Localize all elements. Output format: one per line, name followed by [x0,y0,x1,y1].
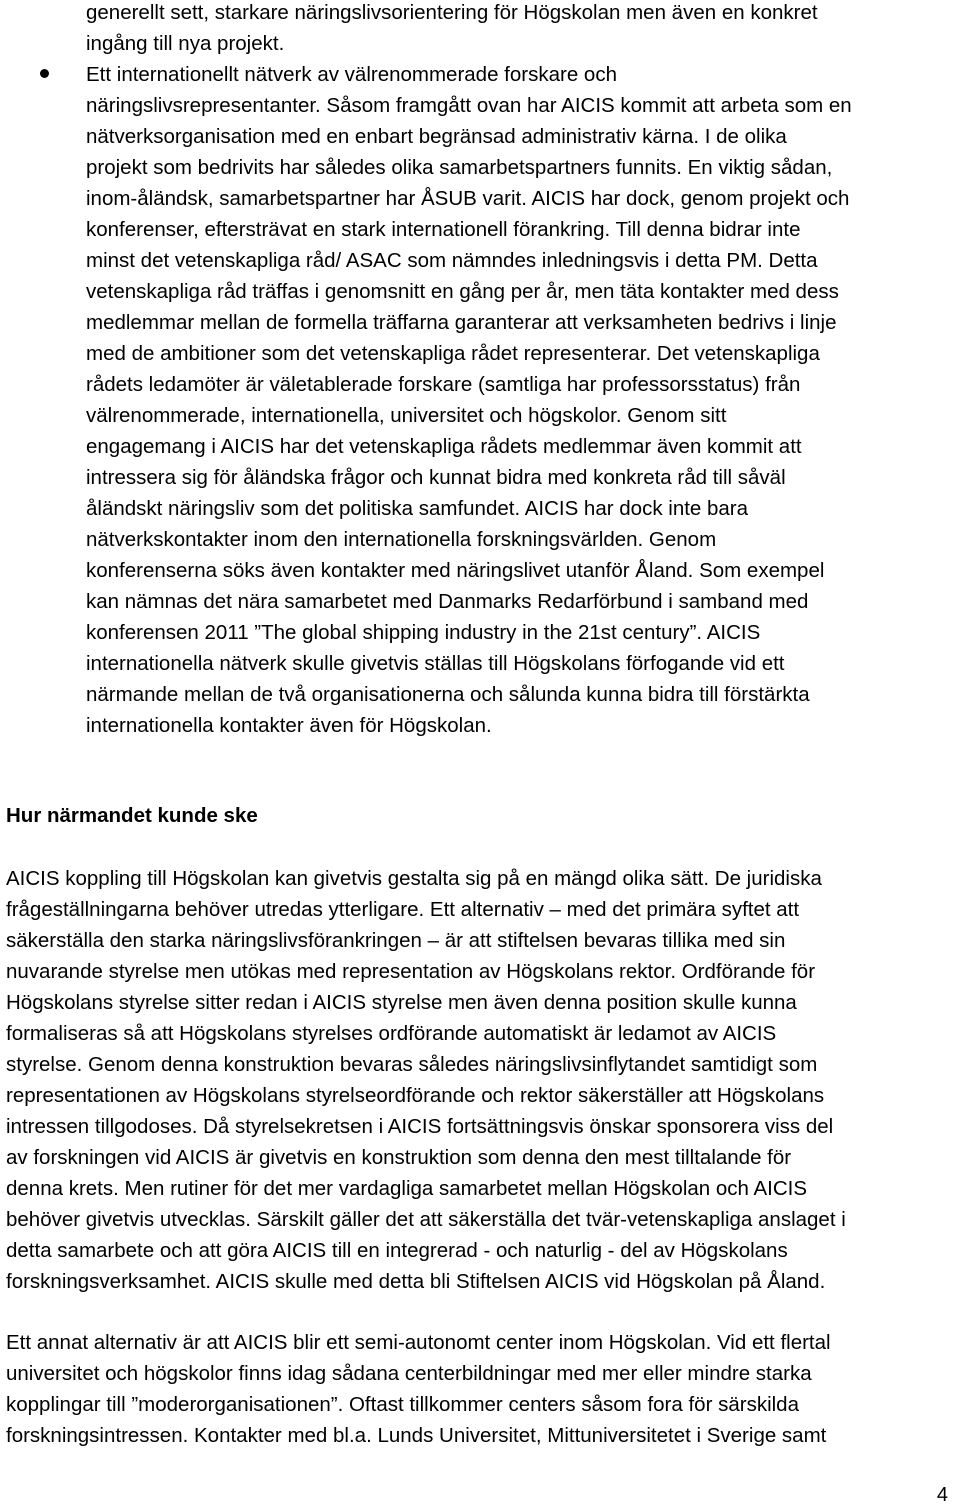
text-line: medlemmar mellan de formella träffarna garanterar att verksamheten bedrivs i linje [86,311,837,334]
text-line: internationella kontakter även för Högskolan. [86,714,492,737]
text-line: denna krets. Men rutiner för det mer vardagliga samarbetet mellan Högskolan och AICIS [6,1177,808,1200]
text-line: representationen av Högskolans styrelseordförande och rektor säkerställer att Högskolans [6,1084,825,1107]
text-line: forskningsintressen. Kontakter med bl.a. Lunds Universitet, Mittuniversitetet i Sverige samt [6,1424,827,1447]
text-line: konferenser, eftersträvat en stark internationell förankring. Till denna bidrar inte [86,218,801,241]
text-line: formaliseras så att Högskolans styrelses ordförande automatiskt är ledamot av AICIS [6,1022,777,1045]
text-line: styrelse. Genom denna konstruktion bevaras således näringslivsinflytandet samtidigt som [6,1053,818,1076]
text-line: näringslivsrepresentanter. Såsom framgått ovan har AICIS kommit att arbeta som en [86,94,852,117]
text-line: internationella nätverk skulle givetvis ställas till Högskolans förfogande vid ett [86,652,785,675]
bullet-item-text [86,59,852,741]
text-line: av forskningen vid AICIS är givetvis en konstruktion som denna den mest tilltalande för [6,1146,792,1169]
text-line: minst det vetenskapliga råd/ ASAC som nämndes inledningsvis i detta PM. Detta [86,249,818,272]
text-line: inom-åländsk, samarbetspartner har ÅSUB varit. AICIS har dock, genom projekt och [86,187,850,210]
text-line: frågeställningarna behöver utredas ytterligare. Ett alternativ – med det primära syftet att [6,898,800,921]
text-line: säkerställa den starka näringslivsförankringen – är att stiftelsen bevaras tillika med sin [6,929,786,952]
text-line: åländskt näringsliv som det politiska samfundet. AICIS har dock inte bara [86,497,749,520]
paragraph-2 [6,1327,831,1451]
text-line: AICIS koppling till Högskolan kan givetvis gestalta sig på en mängd olika sätt. De juridiska [6,867,822,890]
section-heading: Hur närmandet kunde ske [6,804,258,827]
bullet-icon [40,69,49,78]
text-line: behöver givetvis utvecklas. Särskilt gäller det att säkerställa det tvär-vetenskapliga anslaget i [6,1208,846,1231]
text-line: ingång till nya projekt. [86,32,285,55]
text-line: Ett annat alternativ är att AICIS blir ett semi-autonomt center inom Högskolan. Vid ett flertal [6,1331,831,1354]
text-line: Högskolans styrelse sitter redan i AICIS styrelse men även denna position skulle kunna [6,991,797,1014]
text-line: vetenskapliga råd träffas i genomsnitt en gång per år, men täta kontakter med dess [86,280,839,303]
text-line: välrenommerade, internationella, universitet och högskolor. Genom sitt [86,404,727,427]
text-line: konferensen 2011 ”The global shipping industry in the 21st century”. AICIS [86,621,761,644]
text-line: nätverkskontakter inom den internationella forskningsvärlden. Genom [86,528,717,551]
text-line: intressen tillgodoses. Då styrelsekretsen i AICIS fortsättningsvis önskar sponsorera viss del [6,1115,834,1138]
paragraph-1 [6,863,846,1297]
text-line: generellt sett, starkare näringslivsorientering för Högskolan men även en konkret [86,1,818,24]
page-number: 4 [936,1484,948,1506]
text-line: universitet och högskolor finns idag sådana centerbildningar med mer eller mindre starka [6,1362,812,1385]
text-line: nätverksorganisation med en enbart begränsad administrativ kärna. I de olika [86,125,787,148]
text-line: projekt som bedrivits har således olika samarbetspartners funnits. En viktig sådan, [86,156,833,179]
text-line: rådets ledamöter är väletablerade forskare (samtliga har professorsstatus) från [86,373,801,396]
text-line: Ett internationellt nätverk av välrenommerade forskare och [86,63,617,86]
text-line: intressera sig för åländska frågor och kunnat bidra med konkreta råd till såväl [86,466,786,489]
text-line: med de ambitioner som det vetenskapliga rådet representerar. Det vetenskapliga [86,342,820,365]
text-line: kan nämnas det nära samarbetet med Danmarks Redarförbund i samband med [86,590,809,613]
text-line: konferenserna söks även kontakter med näringslivet utanför Åland. Som exempel [86,559,825,582]
text-line: nuvarande styrelse men utökas med representation av Högskolans rektor. Ordförande för [6,960,816,983]
text-line: forskningsverksamhet. AICIS skulle med detta bli Stiftelsen AICIS vid Högskolan på Åland. [6,1270,826,1293]
text-line: kopplingar till ”moderorganisationen”. Oftast tillkommer centers såsom fora för särskilda [6,1393,799,1416]
text-line: detta samarbete och att göra AICIS till en integrerad - och naturlig - del av Högskolans [6,1239,788,1262]
text-line: närmande mellan de två organisationerna och sålunda kunna bidra till förstärkta [86,683,810,706]
intro-text-block [86,0,818,59]
text-line: engagemang i AICIS har det vetenskapliga rådets medlemmar även kommit att [86,435,802,458]
